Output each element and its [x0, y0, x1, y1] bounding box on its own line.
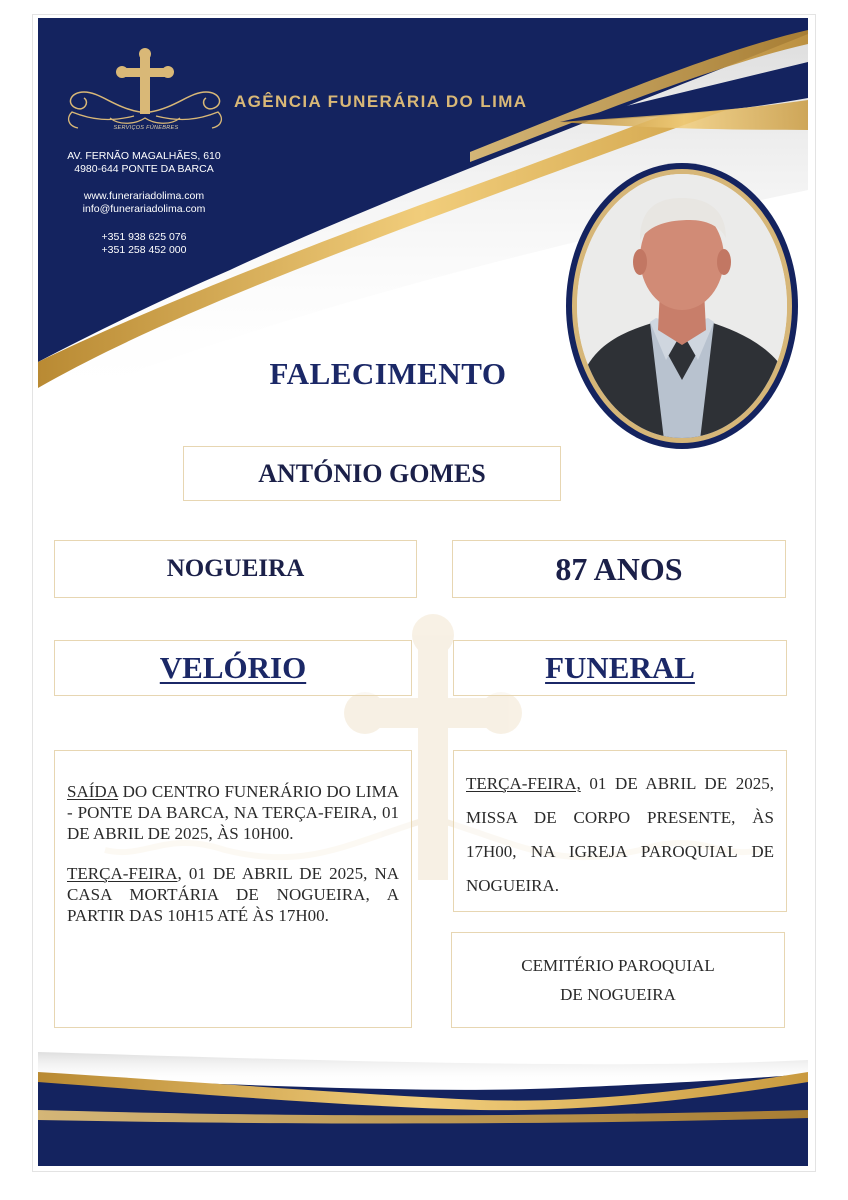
- funeral-paragraph: [466, 767, 774, 903]
- deceased-age: 87 ANOS: [555, 550, 683, 587]
- address-line-1: AV. FERNÃO MAGALHÃES, 610: [67, 150, 221, 162]
- address-line-2: 4980-644 PONTE DA BARCA: [74, 163, 214, 175]
- cemetery-line-1: CEMITÉRIO PAROQUIAL: [521, 956, 715, 975]
- cemetery-line-2: DE NOGUEIRA: [560, 985, 676, 1004]
- location-box: [54, 540, 417, 598]
- agency-phone-2: +351 258 452 000: [101, 244, 187, 256]
- velorio-paragraph-1: [67, 781, 399, 844]
- agency-website: www.funerariadolima.com: [83, 190, 205, 202]
- agency-address: [58, 150, 230, 176]
- velorio-heading: VELÓRIO: [159, 650, 307, 685]
- agency-name: AGÊNCIA FUNERÁRIA DO LIMA: [234, 92, 528, 111]
- velorio-p1-lead: SAÍDA: [67, 782, 119, 801]
- velorio-details-box: [54, 750, 412, 1028]
- funeral-heading: FUNERAL: [545, 650, 695, 685]
- name-box: [183, 446, 561, 501]
- velorio-heading-box: [54, 640, 412, 696]
- funeral-details-box: [453, 750, 787, 912]
- cemetery-box: [451, 932, 785, 1028]
- velorio-p2-lead: TERÇA-FEIRA: [67, 864, 178, 883]
- agency-email: info@funerariadolima.com: [82, 203, 206, 215]
- funeral-lead: TERÇA-FEIRA,: [466, 774, 581, 793]
- deceased-name: ANTÓNIO GOMES: [258, 458, 486, 488]
- velorio-p2-text: , 01 DE ABRIL DE 2025, NA CASA MORTÁRIA DE NOGUEIRA, A PARTIR DAS 10H15 ATÉ ÀS 17H00.: [67, 864, 399, 925]
- age-box: [452, 540, 786, 598]
- funeral-text: 01 DE ABRIL DE 2025, MISSA DE CORPO PRESENTE, ÀS 17H00, NA IGREJA PAROQUIAL DE NOGUEIRA.: [466, 774, 774, 895]
- velorio-p1-text: DO CENTRO FUNERÁRIO DO LIMA - PONTE DA BARCA, NA TERÇA-FEIRA, 01 DE ABRIL DE 2025, ÀS 10H00.: [67, 782, 399, 843]
- funeral-heading-box: [453, 640, 787, 696]
- notice-title: FALECIMENTO: [269, 356, 507, 391]
- deceased-location: NOGUEIRA: [166, 555, 305, 582]
- agency-phone-1: +351 938 625 076: [101, 231, 187, 243]
- agency-phones: [58, 231, 230, 257]
- agency-tagline: SERVIÇOS FÚNEBRES: [113, 125, 179, 131]
- velorio-paragraph-2: [67, 863, 399, 926]
- agency-contacts: [58, 190, 230, 216]
